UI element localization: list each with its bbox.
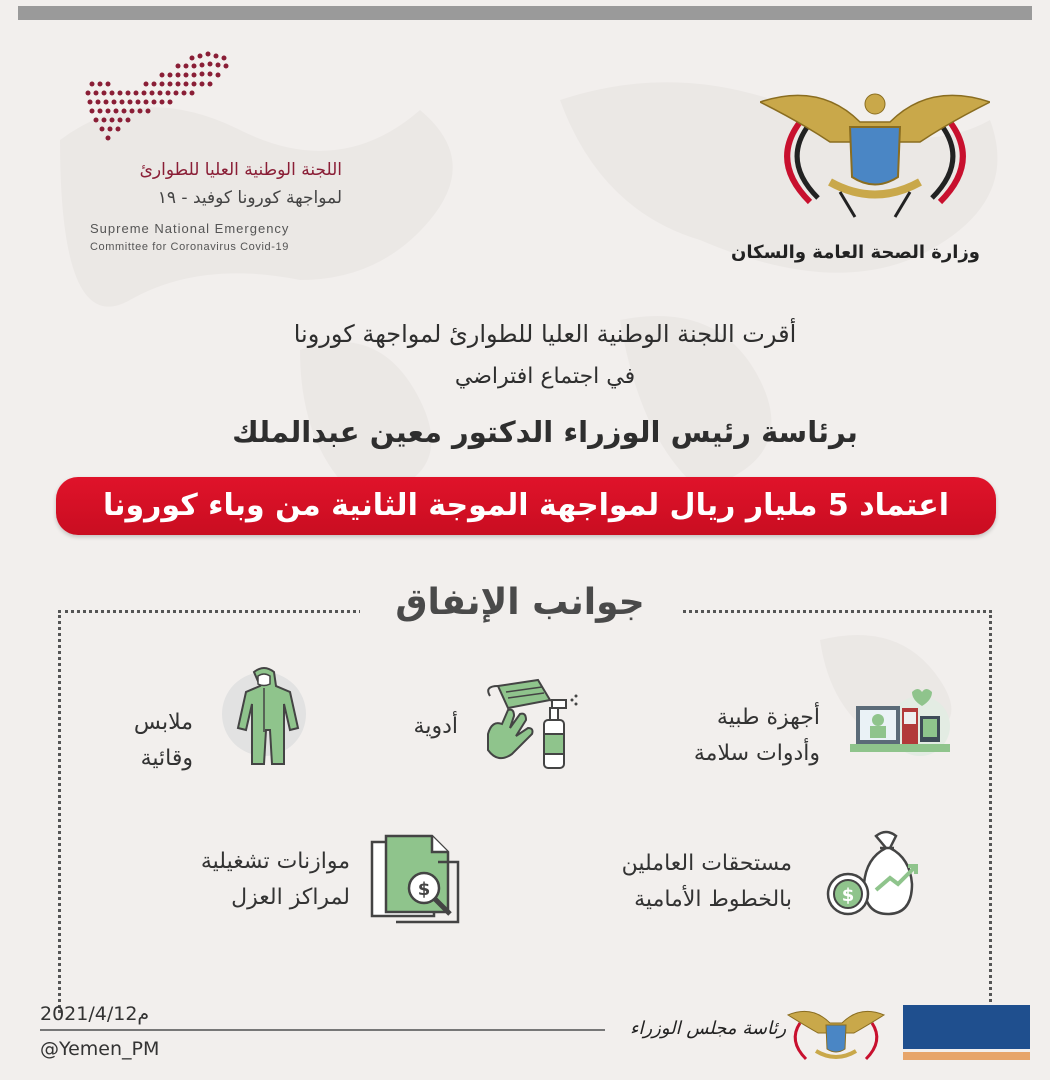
mask-gloves-spray-icon (478, 676, 582, 774)
cabinet-signature: رئاسة مجلس الوزراء (630, 1018, 787, 1039)
item-line2: لمراكز العزل (231, 885, 350, 910)
item-line1: موازنات تشغيلية (200, 849, 350, 874)
flag-orange-stripe (903, 1052, 1030, 1060)
committee-english-line2: Committee for Coronavirus Covid-19 (90, 241, 289, 253)
twitter-handle[interactable]: @Yemen_PM (40, 1038, 160, 1060)
yemen-map-dots-icon (82, 48, 242, 148)
spending-item-frontline-workers (622, 846, 792, 918)
small-eagle-emblem-icon (786, 1005, 886, 1065)
committee-arabic-line1: اللجنة الوطنية العليا للطوارئ (139, 160, 342, 180)
committee-english-line1: Supreme National Emergency (90, 221, 290, 236)
ministry-name: وزارة الصحة العامة والسكان (731, 242, 980, 263)
protective-suit-icon (218, 664, 310, 772)
headline-line2: في اجتماع افتراضي (454, 364, 636, 389)
yemen-eagle-emblem-icon (760, 82, 990, 222)
item-line2: وقائية (140, 746, 193, 771)
svg-text:$: $ (841, 885, 855, 906)
item-line1: أدوية (413, 714, 458, 739)
spending-title: جوانب الإنفاق (360, 582, 680, 623)
item-line1: مستحقات العاملين (621, 851, 792, 876)
medical-devices-icon (848, 686, 952, 766)
committee-arabic-line2: لمواجهة كورونا كوفيد - ١٩ (157, 188, 342, 208)
headline-line1: أقرت اللجنة الوطنية العليا للطوارئ لمواجهة كورونا (293, 320, 797, 348)
money-bag-icon (824, 828, 924, 920)
publish-date: 2021/4/12م (40, 1003, 150, 1025)
budget-document-icon (368, 832, 464, 926)
item-line2: وأدوات سلامة (693, 741, 820, 766)
item-line1: ملابس (133, 710, 193, 735)
svg-text:$: $ (417, 879, 431, 900)
spending-item-medicines (414, 709, 458, 745)
spending-item-medical-devices (694, 700, 820, 772)
spending-item-operating-budgets (201, 844, 350, 916)
red-banner: اعتماد 5 مليار ريال لمواجهة الموجة الثانية من وباء كورونا (56, 477, 996, 535)
item-line2: بالخطوط الأمامية (634, 887, 792, 912)
spending-box (58, 610, 992, 1013)
committee-logo (82, 48, 352, 268)
item-line1: أجهزة طبية (716, 705, 820, 730)
headline-line3: برئاسة رئيس الوزراء الدكتور معين عبدالملك (232, 415, 858, 449)
spending-item-protective-clothing (134, 705, 193, 777)
top-bar (18, 6, 1032, 20)
flag-blue-stripe (903, 1005, 1030, 1049)
footer-divider (40, 1029, 605, 1031)
